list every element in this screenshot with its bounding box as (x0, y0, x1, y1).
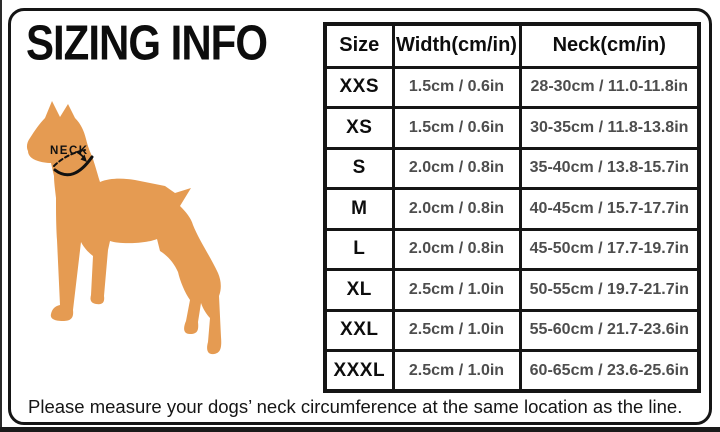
cell-neck: 45-50cm / 17.7-19.7in (520, 229, 699, 270)
sizing-table-header (325, 24, 699, 67)
cell-size: XXXL (325, 351, 393, 392)
cell-width: 2.0cm / 0.8in (393, 229, 520, 270)
table-row (325, 229, 699, 270)
dog-silhouette (27, 101, 221, 354)
cell-size: XXL (325, 310, 393, 351)
table-row (325, 270, 699, 311)
cell-width: 2.5cm / 1.0in (393, 270, 520, 311)
cell-neck: 35-40cm / 13.8-15.7in (520, 148, 699, 189)
col-header-size: Size (325, 24, 393, 67)
cell-neck: 50-55cm / 19.7-21.7in (520, 270, 699, 311)
cell-neck: 55-60cm / 21.7-23.6in (520, 310, 699, 351)
cell-size: M (325, 189, 393, 230)
header-row (325, 24, 699, 67)
table-row (325, 351, 699, 392)
cell-width: 2.0cm / 0.8in (393, 148, 520, 189)
cell-width: 2.5cm / 1.0in (393, 310, 520, 351)
cell-neck: 30-35cm / 11.8-13.8in (520, 108, 699, 149)
cell-size: XS (325, 108, 393, 149)
dog-neck-diagram (18, 90, 243, 365)
page-title: SIZING INFO (26, 14, 267, 70)
cell-size: L (325, 229, 393, 270)
cell-width: 1.5cm / 0.6in (393, 108, 520, 149)
cell-width: 2.0cm / 0.8in (393, 189, 520, 230)
measure-instruction: Please measure your dogs’ neck circumference at the same location as the line. (28, 396, 683, 417)
cell-size: S (325, 148, 393, 189)
neck-label: NECK (50, 145, 89, 157)
table-row (325, 108, 699, 149)
col-header-width: Width(cm/in) (393, 24, 520, 67)
cell-neck: 40-45cm / 15.7-17.7in (520, 189, 699, 230)
col-header-neck: Neck(cm/in) (520, 24, 699, 67)
table-row (325, 189, 699, 230)
cell-neck: 28-30cm / 11.0-11.8in (520, 67, 699, 108)
bottom-edge-line (0, 427, 720, 432)
cell-width: 1.5cm / 0.6in (393, 67, 520, 108)
cell-neck: 60-65cm / 23.6-25.6in (520, 351, 699, 392)
table-row (325, 148, 699, 189)
cell-size: XL (325, 270, 393, 311)
table-row (325, 67, 699, 108)
sizing-table (323, 22, 701, 393)
left-edge-line (0, 0, 2, 432)
cell-width: 2.5cm / 1.0in (393, 351, 520, 392)
cell-size: XXS (325, 67, 393, 108)
sizing-table-body (325, 67, 699, 391)
table-row (325, 310, 699, 351)
